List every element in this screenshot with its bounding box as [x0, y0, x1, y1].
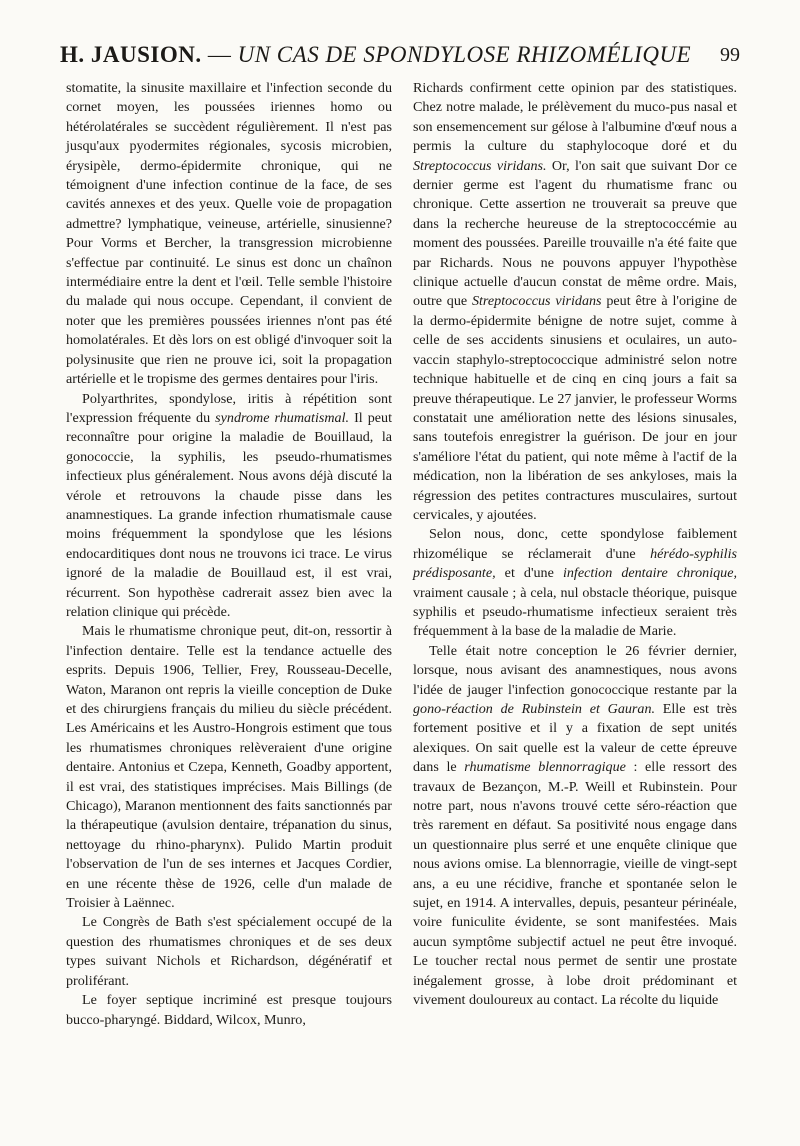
italic-term: rhumatisme blennorragique — [464, 759, 626, 776]
text-run: Polyarthrites, spondylose, iritis à répétition sont l'expression fréquente du — [66, 390, 392, 426]
text-run: : elle ressort des travaux de Bezançon, M.-P. Weill et Rubinstein. Pour notre part, nous n'avons trouvé cette séro-réaction que très rarement en défaut. Sa positivité nous engage dans un questionnaire plus serré et une enquête clinique que nous avions omise. La blennorragie, vieille de vingt-sept ans, a eu une récidive, franche et spontanée selon le sujet, en 1914. A intervalles, depuis, pesanteur périnéale, voire funiculite évidente, se sont manifestées. Mais aucun symptôme subjectif actuel ne peut être invoqué. Le toucher rectal nous permet de sentir une prostate inégalement grosse, à lobe droit prédominant et vivement douloureux au contact. La récolte du liquide — [413, 759, 737, 1009]
left-paragraph-2 — [66, 390, 392, 623]
italic-term: Streptococcus viridans — [471, 293, 602, 310]
text-run: Il peut reconnaître pour origine la maladie de Bouillaud, la gonococcie, la syphilis, les pseudo-rhumatismes infectieux plus généralement. Nous avons déjà discuté la vérole et retrouvons la chaude pisse dans les anamnestiques. La grande infection rhumatismale cause moins fréquemment la spondylose que les lésions endocarditiques dont nous ne trouvons ici trace. Le virus ignoré de la maladie de Bouillaud est, il est vrai, récurrent. Son hypothèse cadrerait assez bien avec la relation clinique qui précède. — [66, 409, 392, 620]
header-dash: — — [207, 42, 232, 67]
text-run: Or, l'on sait que suivant Dor ce dernier germe est l'agent du rhumatisme franc ou chronique. Cette assertion ne trouverait sa preuve que dans la recherche heureuse de la streptococcémie au moment des poussées. Pareille trouvaille n'a été faite que par Richards. Nous ne pouvons appuyer l'hypothèse clinique actuelle d'aucun constat de même ordre. Mais, outre que — [413, 157, 737, 310]
italic-term: syndrome rhumatismal. — [215, 409, 350, 426]
right-column — [413, 79, 737, 1011]
text-run: vraiment causale ; à cela, nul obstacle théorique, puisque syphilis et pseudo-rhumatisme infectieux seraient très fréquemment à la base de la maladie de Marie. — [413, 584, 737, 640]
text-run: Elle est très fortement positive et il y a fixation de sept unités alexiques. On sait quelle est la valeur de cette épreuve dans le — [413, 701, 737, 776]
italic-term: Streptococcus viridans. — [413, 157, 547, 174]
left-paragraph-4: Le Congrès de Bath s'est spécialement occupé de la question des rhumatismes chroniques et de ses deux types suivant Nichols et Richardson, dégénératif et proliférant. — [66, 914, 392, 989]
text-run: Richards confirment cette opinion par des statistiques. Chez notre malade, le prélèvement du muco-pus nasal et son ensemencement sur gélose à l'albumine d'œuf nous a permis la culture du staphylocoque doré et du — [413, 80, 737, 155]
left-paragraph-5: Le foyer septique incriminé est presque toujours bucco-pharyngé. Biddard, Wilcox, Munro, — [66, 992, 392, 1028]
header-title: UN CAS DE SPONDYLOSE RHIZOMÉLIQUE — [237, 42, 692, 67]
italic-term: gono-réaction de Rubinstein et Gauran. — [413, 701, 656, 717]
header-author: H. JAUSION. — [60, 42, 202, 67]
text-run: Telle était notre conception le 26 février dernier, lorsque, nous avisant des anamnestiques, nous avons l'idée de jauger l'infection gonococcique restante par la — [413, 642, 737, 698]
running-title — [60, 42, 692, 68]
italic-term: infection dentaire chronique, — [562, 565, 737, 582]
running-header — [60, 42, 740, 82]
left-paragraph-1: stomatite, la sinusite maxillaire et l'infection seconde du cornet moyen, les poussées iriennes homo ou hétérolatérales se succèdent régulièrement. Il n'est pas jusqu'aux pyodermites régionales, sycosis microbien, érysipèle, dermo-épidermite chronique, qui ne témoignent d'une infection continue de la face, de ses cavités annexes et des yeux. Quelle voie de propagation admettre? lymphatique, veineuse, artérielle, sinusienne? Pour Vorms et Bercher, la transgression microbienne s'effectue par continuité. Le sinus est donc un chaînon intermédiaire entre la dent et l'œil. Telle semble l'histoire du malade qui nous occupe. Cependant, il convient de noter que les premières poussées iriennes n'ont pas été homolatérales. Et dès lors on est obligé d'invoquer soit la polysinusite que rien ne prouve ici, soit la propagation artérielle et le tropisme des germes dentaires pour l'iris. — [66, 80, 392, 388]
page-number: 99 — [720, 44, 740, 66]
left-column — [66, 79, 392, 1030]
left-paragraph-3: Mais le rhumatisme chronique peut, dit-on, ressortir à l'infection dentaire. Telle est la tendance actuelle des esprits. Depuis 1906, Tellier, Frey, Rousseau-Decelle, Waton, Maranon ont repris la vieille conception de Duke et des chirurgiens français du milieu du siècle précédent. Les Américains et les Austro-Hongrois estiment que tous les rhumatismes chroniques relèveraient d'une origine dentaire. Antonius et Czepa, Kenneth, Goadby apportent, il est vrai, des statistiques imprécises. Mais Billings (de Chicago), Maranon mentionnent des faits sanctionnés par la thérapeutique (avulsion dentaire, trépanation du sinus, nettoyage du rhino-pharynx). Pulido Martin produit l'observation de l'un de ses internes et Jacques Cordier, en une récente thèse de 1926, celle d'un malade de Troisier à Laënnec. — [66, 623, 392, 912]
right-paragraph-2 — [413, 525, 737, 641]
italic-term: hérédo-syphilis prédisposante, — [413, 545, 737, 582]
text-run: peut être à l'origine de la dermo-épidermite bénigne de notre sujet, comme à celle de ses accidents sinusiens et oculaires, un auto-vaccin staphylo-streptococcique administré selon notre technique habituelle et de cinq en cinq jours a fait sa preuve thérapeutique. Le 27 janvier, le professeur Worms constatait une amélioration nette des lésions sinusales, sans toutefois enregistrer la guérison. De jour en jour s'améliore l'état du patient, qui note même à l'actif de la médication, non la libération de ses ankyloses, mais la régression des petites contractures musculaires, surtout cervicales, y ajoutées. — [413, 293, 737, 523]
right-paragraph-3 — [413, 642, 737, 1011]
right-paragraph-1 — [413, 79, 737, 525]
text-run: et d'une — [495, 565, 563, 582]
text-run: Selon nous, donc, cette spondylose faiblement rhizomélique se réclamerait d'une — [413, 526, 737, 562]
